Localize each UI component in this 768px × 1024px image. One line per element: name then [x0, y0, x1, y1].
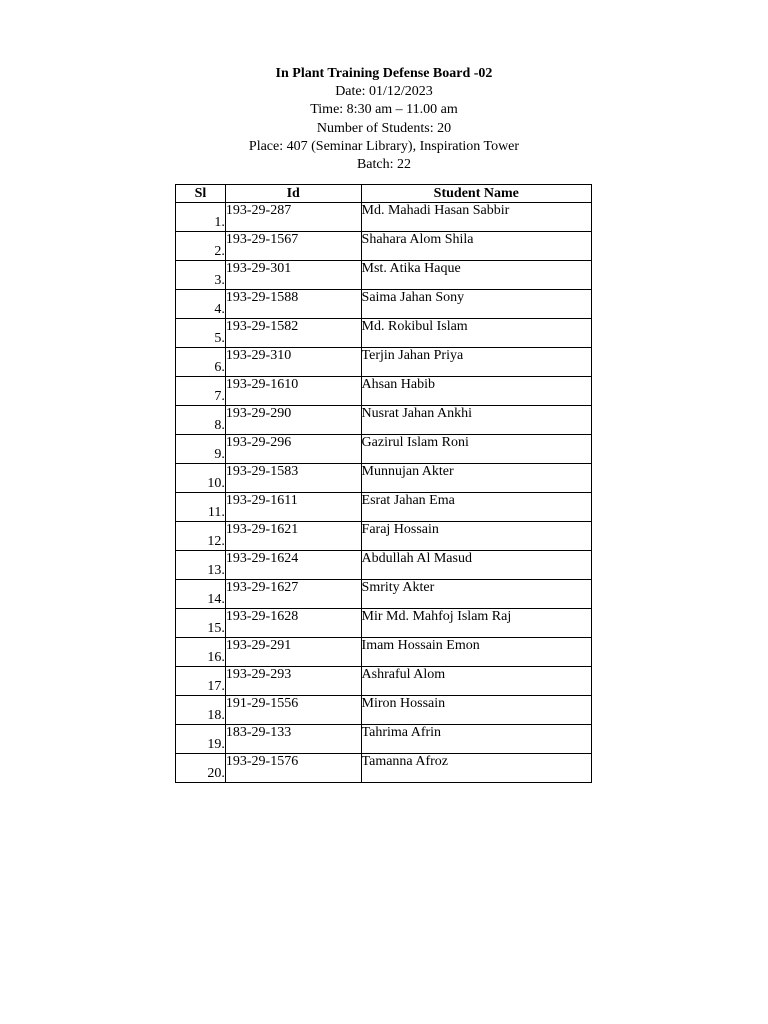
table-row — [176, 580, 592, 609]
serial-number-cell: 6. — [176, 348, 226, 377]
table-row — [176, 551, 592, 580]
student-name-cell: Ahsan Habib — [361, 377, 591, 406]
student-name-cell: Nusrat Jahan Ankhi — [361, 406, 591, 435]
serial-number-cell: 15. — [176, 609, 226, 638]
serial-number-cell: 18. — [176, 696, 226, 725]
student-id-cell: 193-29-310 — [225, 348, 361, 377]
batch-line: Batch: 22 — [356, 157, 412, 173]
student-name-cell: Md. Rokibul Islam — [361, 319, 591, 348]
column-header-sl: Sl — [176, 185, 226, 203]
table-row — [176, 696, 592, 725]
student-name-cell: Tamanna Afroz — [361, 754, 591, 783]
student-id-cell: 183-29-133 — [225, 725, 361, 754]
table-row — [176, 754, 592, 783]
student-name-cell: Md. Mahadi Hasan Sabbir — [361, 203, 591, 232]
serial-number-cell: 13. — [176, 551, 226, 580]
student-id-cell: 193-29-296 — [225, 435, 361, 464]
table-row — [176, 609, 592, 638]
student-name-cell: Tahrima Afrin — [361, 725, 591, 754]
student-id-cell: 193-29-290 — [225, 406, 361, 435]
student-id-cell: 191-29-1556 — [225, 696, 361, 725]
serial-number-cell: 1. — [176, 203, 226, 232]
table-row — [176, 464, 592, 493]
student-name-cell: Terjin Jahan Priya — [361, 348, 591, 377]
time-line: Time: 8:30 am – 11.00 am — [310, 102, 458, 118]
student-id-cell: 193-29-1621 — [225, 522, 361, 551]
student-id-cell: 193-29-1628 — [225, 609, 361, 638]
serial-number-cell: 16. — [176, 638, 226, 667]
table-row — [176, 638, 592, 667]
student-name-cell: Munnujan Akter — [361, 464, 591, 493]
serial-number-cell: 20. — [176, 754, 226, 783]
student-id-cell: 193-29-1611 — [225, 493, 361, 522]
serial-number-cell: 10. — [176, 464, 226, 493]
table-row — [176, 319, 592, 348]
document-header — [0, 65, 768, 174]
student-name-cell: Shahara Alom Shila — [361, 232, 591, 261]
student-name-cell: Mst. Atika Haque — [361, 261, 591, 290]
table-row — [176, 377, 592, 406]
student-id-cell: 193-29-287 — [225, 203, 361, 232]
table-row — [176, 725, 592, 754]
serial-number-cell: 5. — [176, 319, 226, 348]
student-name-cell: Smrity Akter — [361, 580, 591, 609]
date-line: Date: 01/12/2023 — [335, 84, 433, 100]
student-id-cell: 193-29-301 — [225, 261, 361, 290]
table-row — [176, 232, 592, 261]
student-id-cell: 193-29-291 — [225, 638, 361, 667]
serial-number-cell: 2. — [176, 232, 226, 261]
serial-number-cell: 17. — [176, 667, 226, 696]
student-id-cell: 193-29-293 — [225, 667, 361, 696]
table-row — [176, 203, 592, 232]
student-id-cell: 193-29-1582 — [225, 319, 361, 348]
table-row — [176, 522, 592, 551]
student-name-cell: Esrat Jahan Ema — [361, 493, 591, 522]
student-id-cell: 193-29-1627 — [225, 580, 361, 609]
serial-number-cell: 11. — [176, 493, 226, 522]
serial-number-cell: 3. — [176, 261, 226, 290]
table-row — [176, 493, 592, 522]
serial-number-cell: 14. — [176, 580, 226, 609]
table-header-row — [176, 185, 592, 203]
serial-number-cell: 9. — [176, 435, 226, 464]
student-name-cell: Ashraful Alom — [361, 667, 591, 696]
student-name-cell: Gazirul Islam Roni — [361, 435, 591, 464]
student-name-cell: Faraj Hossain — [361, 522, 591, 551]
serial-number-cell: 12. — [176, 522, 226, 551]
table-body — [176, 203, 592, 783]
serial-number-cell: 4. — [176, 290, 226, 319]
student-name-cell: Miron Hossain — [361, 696, 591, 725]
board-title: In Plant Training Defense Board -02 — [275, 66, 493, 81]
student-id-cell: 193-29-1624 — [225, 551, 361, 580]
table-row — [176, 667, 592, 696]
student-id-cell: 193-29-1576 — [225, 754, 361, 783]
student-table — [175, 184, 592, 783]
student-name-cell: Mir Md. Mahfoj Islam Raj — [361, 609, 591, 638]
table-row — [176, 435, 592, 464]
student-id-cell: 193-29-1610 — [225, 377, 361, 406]
student-id-cell: 193-29-1583 — [225, 464, 361, 493]
place-line: Place: 407 (Seminar Library), Inspiration Tower — [248, 138, 520, 154]
student-count-line: Number of Students: 20 — [316, 120, 452, 136]
table-row — [176, 406, 592, 435]
table-row — [176, 348, 592, 377]
table-row — [176, 261, 592, 290]
student-name-cell: Abdullah Al Masud — [361, 551, 591, 580]
serial-number-cell: 19. — [176, 725, 226, 754]
student-name-cell: Saima Jahan Sony — [361, 290, 591, 319]
student-id-cell: 193-29-1588 — [225, 290, 361, 319]
column-header-id: Id — [225, 185, 361, 203]
serial-number-cell: 7. — [176, 377, 226, 406]
table-row — [176, 290, 592, 319]
serial-number-cell: 8. — [176, 406, 226, 435]
student-name-cell: Imam Hossain Emon — [361, 638, 591, 667]
column-header-student-name: Student Name — [361, 185, 591, 203]
student-id-cell: 193-29-1567 — [225, 232, 361, 261]
